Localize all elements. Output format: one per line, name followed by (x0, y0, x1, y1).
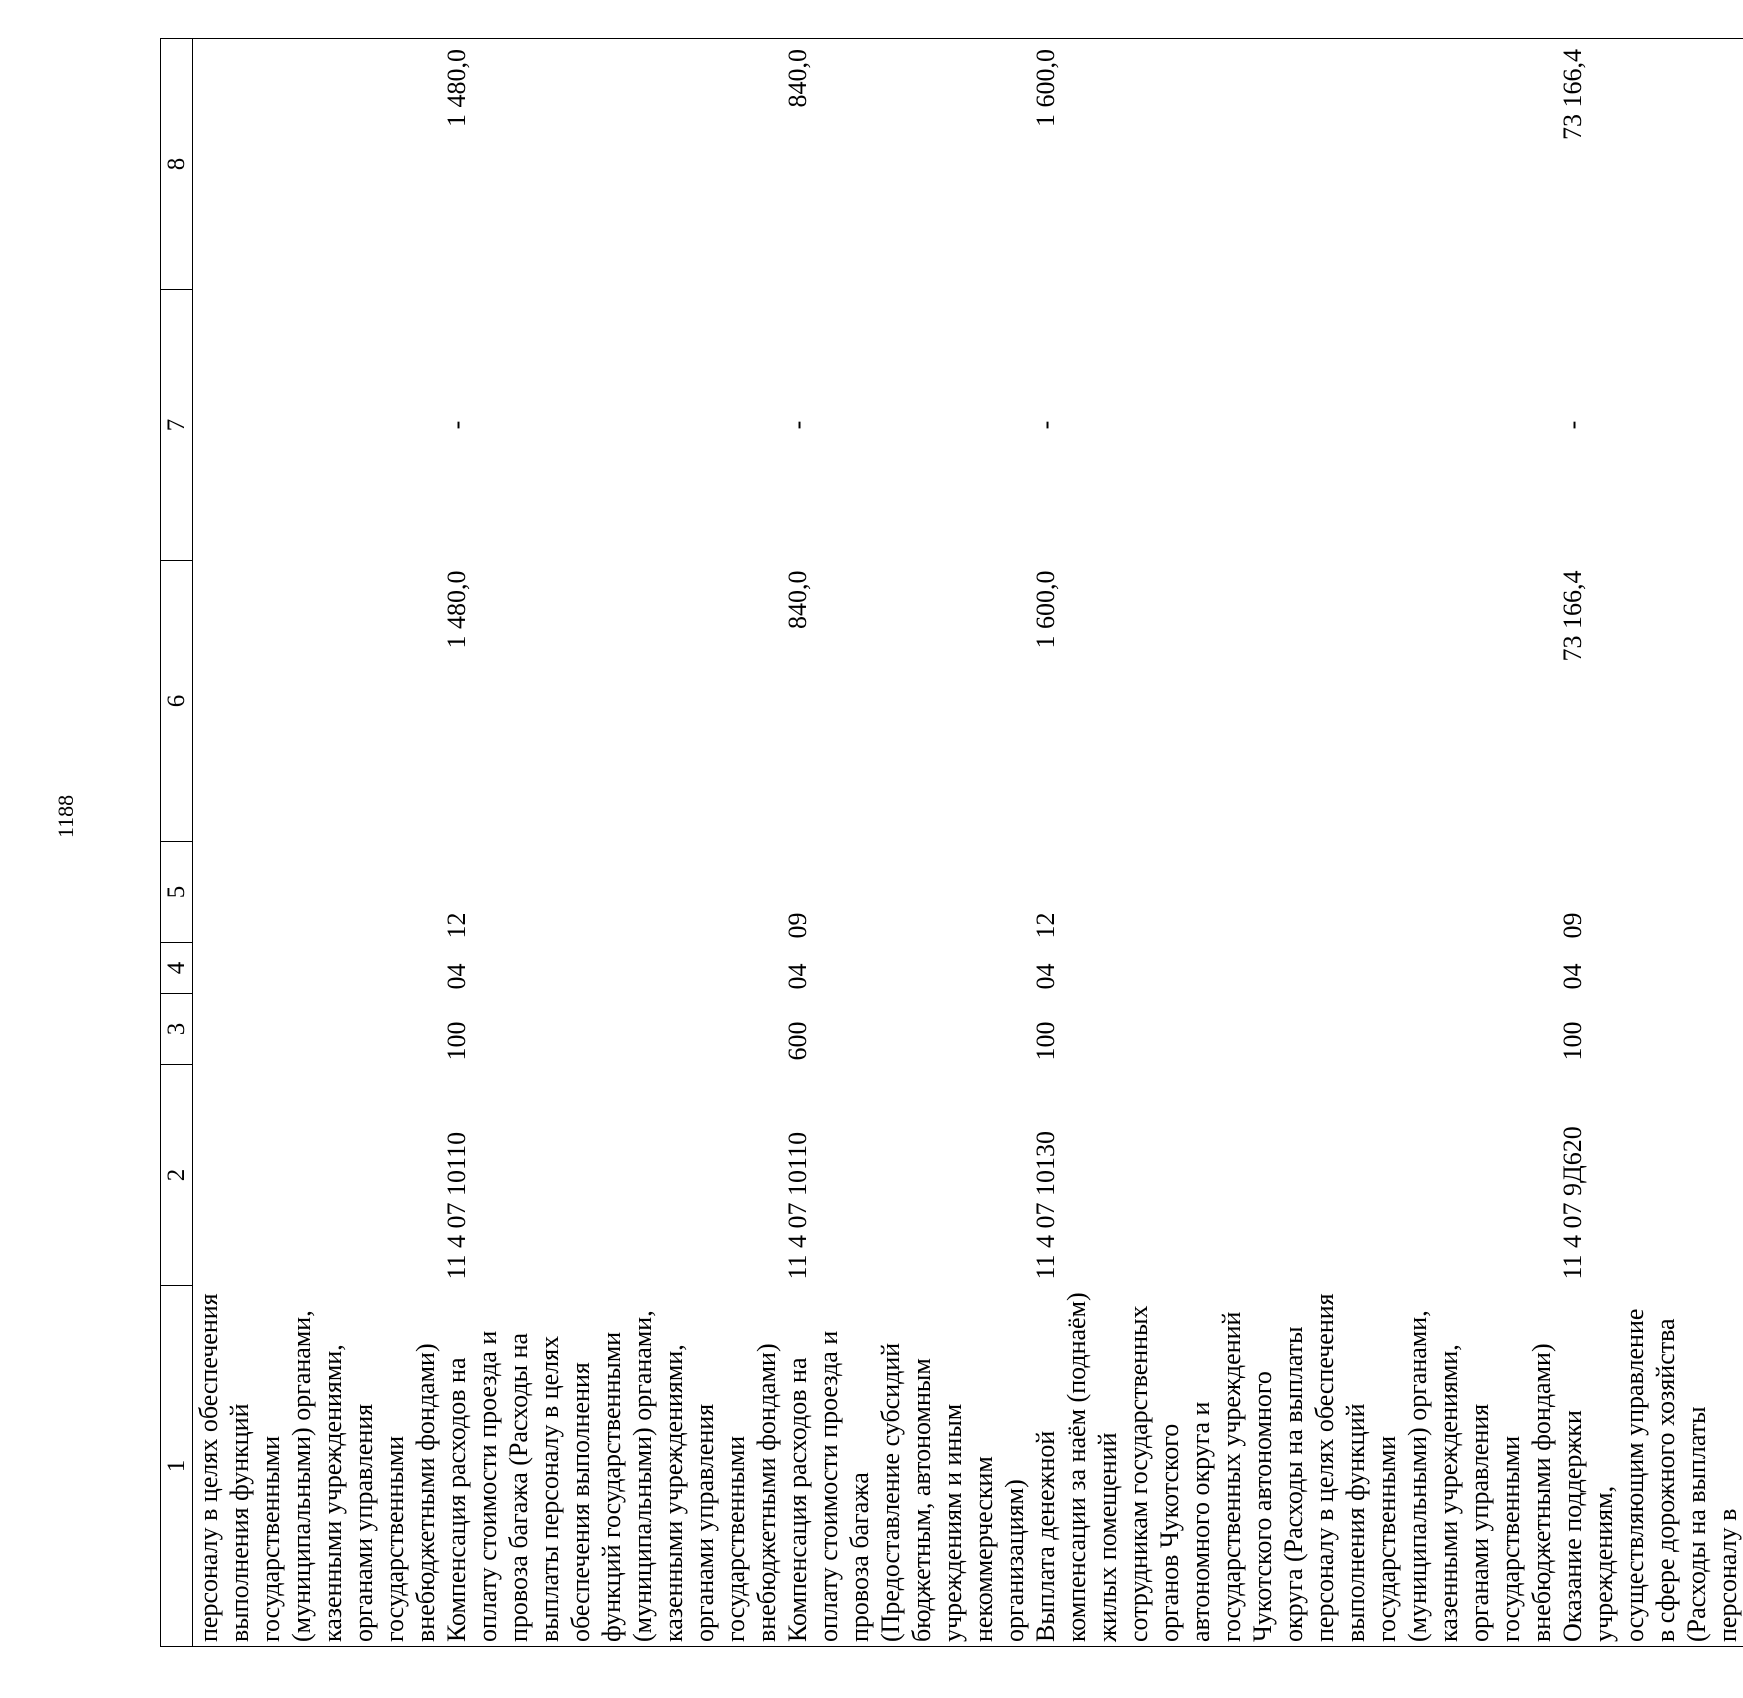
table-row (441, 39, 782, 1647)
row-description: Компенсация расходов на оплату стоимости проезда и провоза багажа (Предоставление субсидий бюджетным, автономным учреждениям и иным некоммерческим организациям) (783, 1330, 1029, 1642)
row-subsection: 09 (1558, 912, 1587, 939)
row-col8: 1 480,0 (442, 49, 471, 127)
row-col7: - (442, 420, 471, 430)
row-col8: 840,0 (783, 49, 812, 108)
row-sum: 840,0 (783, 570, 812, 629)
row-expense-type: 100 (1558, 1021, 1587, 1061)
row-col8: 1 600,0 (1031, 49, 1060, 127)
row-col7: - (1031, 420, 1060, 430)
row-target-article: 11 4 07 10130 (1031, 1130, 1060, 1280)
row-subsection: 09 (783, 912, 812, 939)
table-row (193, 39, 442, 1647)
row-expense-type (193, 994, 442, 1065)
row-description: Компенсация расходов на оплату стоимости проезда и провоза багажа (Расходы на выплаты персоналу в целях обеспечения выполнения функций государственными (муниципальными) органами, казенными учреждениями, органами управления государственными внебюджетными фондами) (442, 1310, 781, 1642)
row-section (193, 943, 442, 994)
row-col7 (193, 290, 442, 561)
row-target-article: 11 4 07 10110 (442, 1131, 471, 1280)
row-sum: 1 480,0 (442, 570, 471, 649)
row-sum: 73 166,4 (1558, 570, 1587, 662)
row-section: 04 (783, 963, 812, 990)
column-header-4: 4 (161, 943, 193, 994)
budget-table-container (160, 47, 1742, 1647)
column-header-row (161, 39, 193, 1647)
row-expense-type: 100 (442, 1021, 471, 1061)
column-header-3: 3 (161, 994, 193, 1065)
column-header-6: 6 (161, 561, 193, 842)
row-sum (193, 561, 442, 842)
row-section: 04 (442, 963, 471, 990)
row-description: Выплата денежной компенсации за наём (поднаём) жилых помещений сотрудникам государственных органов Чукотского автономного округа и государственных учреждений Чукотского автономного округа (Расходы на выплаты персоналу в целях обеспечения выполнения функций государственными (муниципальными) органами, казенными учреждениями, органами управления государственными внебюджетными фондами) (1031, 1292, 1556, 1642)
row-col7: - (1558, 420, 1587, 430)
table-row (1030, 39, 1557, 1647)
column-header-7: 7 (161, 290, 193, 561)
row-col7: - (783, 420, 812, 430)
row-target-article (193, 1065, 442, 1286)
table-row (782, 39, 1030, 1647)
row-section: 04 (1031, 963, 1060, 990)
row-sum: 1 600,0 (1031, 570, 1060, 649)
row-subsection: 12 (442, 912, 471, 939)
row-target-article: 11 4 07 10110 (783, 1131, 812, 1280)
row-col8: 73 166,4 (1558, 49, 1587, 140)
row-expense-type: 100 (1031, 1021, 1060, 1061)
row-target-article: 11 4 07 9Д620 (1558, 1126, 1587, 1280)
column-header-1: 1 (161, 1286, 193, 1647)
row-description: персоналу в целях обеспечения выполнения функций государственными (муниципальными) органами, казенными учреждениями, органами управления государственными внебюджетными фондами) (194, 1293, 440, 1642)
row-description: Оказание поддержки учреждениям, осуществляющим управление в сфере дорожного хозяйства (Расходы на выплаты персоналу в (1558, 1308, 1742, 1642)
row-subsection: 12 (1031, 912, 1060, 939)
column-header-8: 8 (161, 39, 193, 290)
row-expense-type: 600 (783, 1021, 812, 1061)
row-col8 (193, 39, 442, 290)
row-section: 04 (1558, 963, 1587, 990)
column-header-5: 5 (161, 842, 193, 943)
row-subsection (193, 842, 442, 943)
budget-table (160, 38, 1743, 1647)
page-number: 1188 (53, 794, 78, 838)
table-row (1557, 39, 1743, 1647)
column-header-2: 2 (161, 1065, 193, 1286)
